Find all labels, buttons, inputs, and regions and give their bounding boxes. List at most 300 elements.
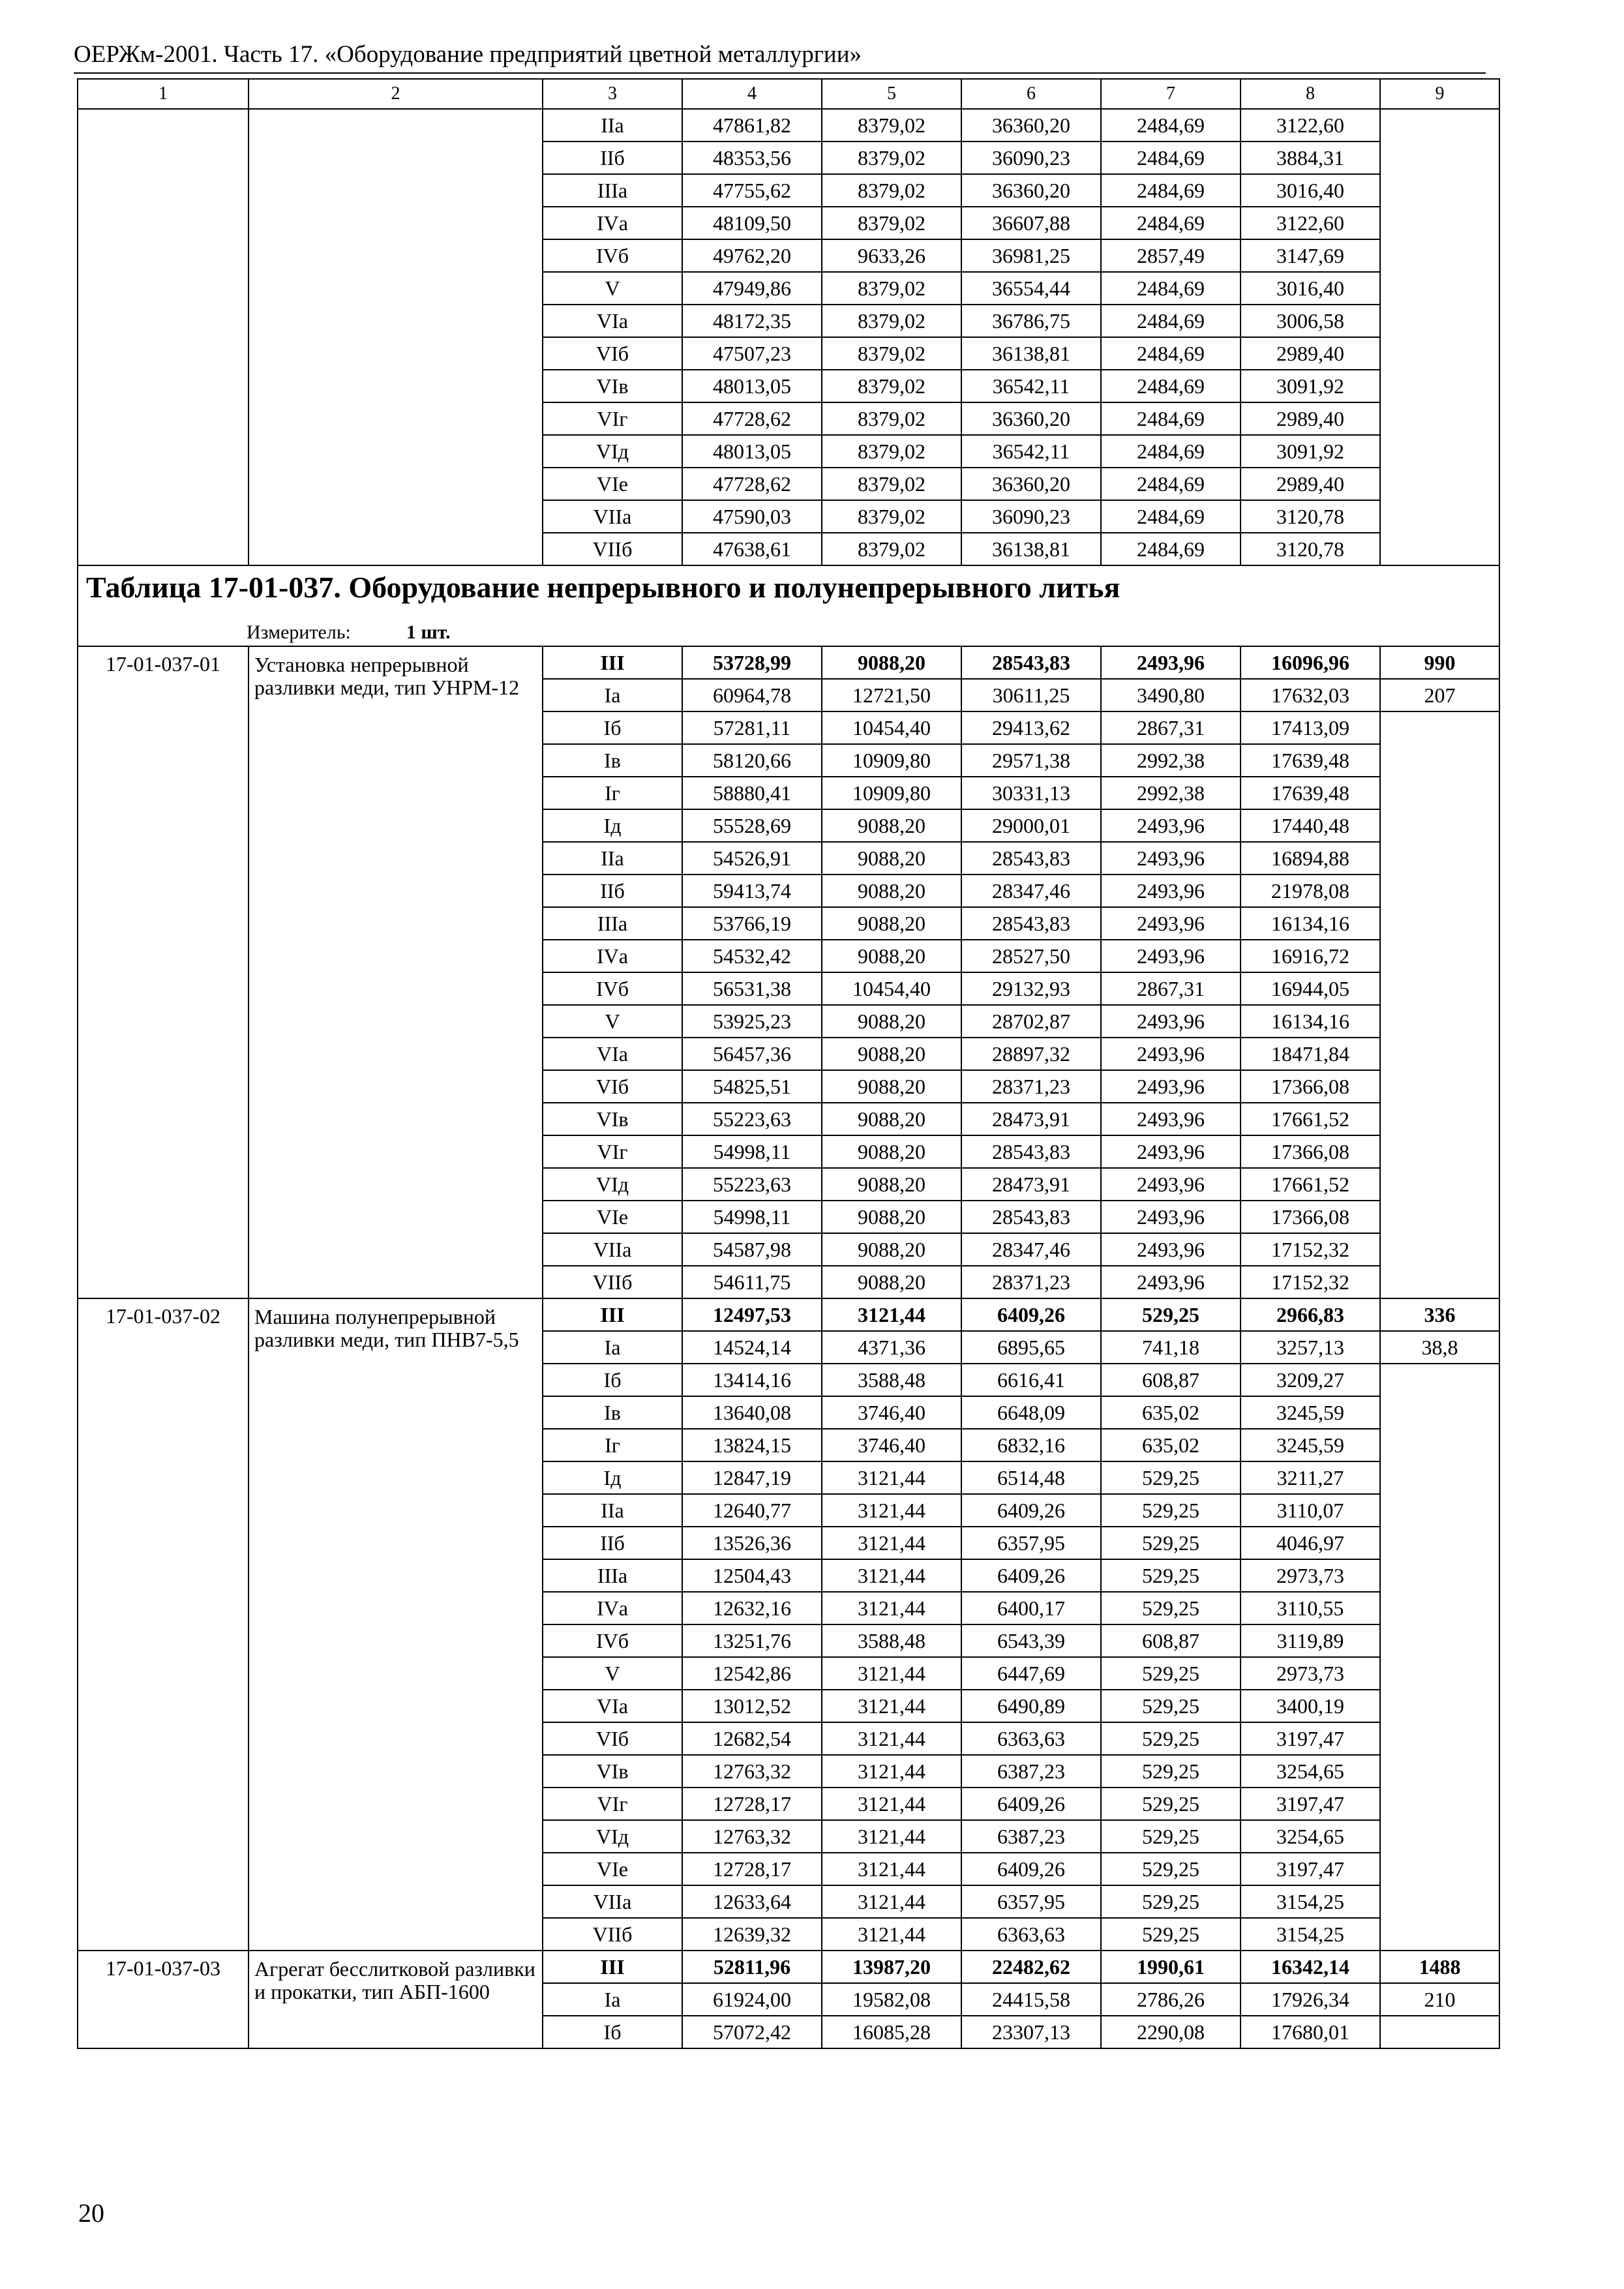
value-cell: 54825,51 xyxy=(682,1070,822,1103)
value-cell: 2973,73 xyxy=(1241,1657,1380,1690)
value-cell: 12728,17 xyxy=(682,1853,822,1885)
value-cell: 36360,20 xyxy=(961,468,1101,500)
value-cell: 2484,69 xyxy=(1101,468,1241,500)
value-cell: 52811,96 xyxy=(682,1951,822,1983)
value-cell: 28543,83 xyxy=(961,907,1101,940)
value-cell: 17440,48 xyxy=(1241,809,1380,842)
value-cell: 49762,20 xyxy=(682,239,822,272)
column-number: 9 xyxy=(1380,79,1499,109)
subtype-cell: Iа xyxy=(543,1331,682,1364)
value-cell: 17366,08 xyxy=(1241,1135,1380,1168)
value-cell: 36360,20 xyxy=(961,402,1101,435)
subtype-cell: IVб xyxy=(543,972,682,1005)
value-cell: 12721,50 xyxy=(822,679,961,711)
column-number: 7 xyxy=(1101,79,1241,109)
value-cell: 13012,52 xyxy=(682,1690,822,1722)
name-cell xyxy=(248,109,543,565)
value-cell: 17366,08 xyxy=(1241,1070,1380,1103)
subtype-cell: IVа xyxy=(543,207,682,239)
value-cell: 8379,02 xyxy=(822,402,961,435)
value-cell: 2989,40 xyxy=(1241,337,1380,370)
value-cell: 13251,76 xyxy=(682,1624,822,1657)
value-cell: 3122,60 xyxy=(1241,109,1380,142)
subtype-cell: Iд xyxy=(543,1461,682,1494)
measure-cell xyxy=(78,619,1499,646)
value-cell: 2493,96 xyxy=(1101,646,1241,679)
value-cell: 17152,32 xyxy=(1241,1233,1380,1266)
value-cell: 3400,19 xyxy=(1241,1690,1380,1722)
value-cell: 48013,05 xyxy=(682,435,822,468)
value-cell: 3121,44 xyxy=(822,1494,961,1527)
value-cell: 28543,83 xyxy=(961,1135,1101,1168)
subtype-cell: VIIб xyxy=(543,1918,682,1951)
value-cell: 29000,01 xyxy=(961,809,1101,842)
value-cell: 6387,23 xyxy=(961,1755,1101,1788)
value-cell: 57281,11 xyxy=(682,711,822,744)
value-cell: 3154,25 xyxy=(1241,1885,1380,1918)
value-cell: 8379,02 xyxy=(822,435,961,468)
value-cell: 2484,69 xyxy=(1101,272,1241,305)
value-cell: 529,25 xyxy=(1101,1885,1241,1918)
value-cell: 529,25 xyxy=(1101,1527,1241,1559)
page-number: 20 xyxy=(78,2198,104,2228)
subtype-cell: VIе xyxy=(543,1853,682,1885)
value-cell: 12633,64 xyxy=(682,1885,822,1918)
value-cell: 3120,78 xyxy=(1241,533,1380,565)
subtype-cell: VIб xyxy=(543,1722,682,1755)
value-cell: 54526,91 xyxy=(682,842,822,875)
value-cell: 529,25 xyxy=(1101,1461,1241,1494)
subtype-cell: VIIб xyxy=(543,533,682,565)
page-header: ОЕРЖм-2001. Часть 17. «Оборудование предприятий цветной металлургии» xyxy=(74,41,862,68)
value-cell: 529,25 xyxy=(1101,1853,1241,1885)
code-cell: 17-01-037-01 xyxy=(78,646,248,1298)
value-cell: 17366,08 xyxy=(1241,1201,1380,1233)
code-cell: 17-01-037-03 xyxy=(78,1951,248,2048)
value-cell: 9088,20 xyxy=(822,1005,961,1038)
subtype-cell: Iв xyxy=(543,1396,682,1429)
subtype-cell: IIа xyxy=(543,109,682,142)
section-title: Таблица 17-01-037. Оборудование непрерывного и полунепрерывного литья xyxy=(78,565,1499,619)
subtype-cell: VIд xyxy=(543,1820,682,1853)
value-cell: 48353,56 xyxy=(682,142,822,174)
value-cell: 47507,23 xyxy=(682,337,822,370)
subtype-cell: IIб xyxy=(543,1527,682,1559)
value-cell: 56457,36 xyxy=(682,1038,822,1070)
name-cell: Агрегат бесслитковой разливки и прокатки, тип АБП-1600 xyxy=(248,1951,543,2048)
value-cell: 6357,95 xyxy=(961,1527,1101,1559)
value-cell: 57072,42 xyxy=(682,2016,822,2048)
value-cell: 3121,44 xyxy=(822,1592,961,1624)
value-cell: 3588,48 xyxy=(822,1624,961,1657)
value-cell: 9088,20 xyxy=(822,907,961,940)
name-cell: Машина полунепрерывной разливки меди, тип ПНВ7-5,5 xyxy=(248,1298,543,1951)
subtype-cell: IIIа xyxy=(543,1559,682,1592)
value-cell: 529,25 xyxy=(1101,1820,1241,1853)
value-cell: 8379,02 xyxy=(822,207,961,239)
value-cell: 3245,59 xyxy=(1241,1396,1380,1429)
value-cell: 56531,38 xyxy=(682,972,822,1005)
value-cell: 17680,01 xyxy=(1241,2016,1380,2048)
value-cell: 2484,69 xyxy=(1101,533,1241,565)
subtype-cell: VIIа xyxy=(543,1233,682,1266)
value-cell: 13526,36 xyxy=(682,1527,822,1559)
value-cell: 3254,65 xyxy=(1241,1820,1380,1853)
subtype-cell: VIд xyxy=(543,1168,682,1201)
value-cell: 36981,25 xyxy=(961,239,1101,272)
value-cell: 6363,63 xyxy=(961,1918,1101,1951)
value-cell: 36138,81 xyxy=(961,337,1101,370)
value-cell: 28527,50 xyxy=(961,940,1101,972)
value-cell: 3091,92 xyxy=(1241,435,1380,468)
col9-cell: 207 xyxy=(1380,679,1499,711)
value-cell: 3091,92 xyxy=(1241,370,1380,402)
value-cell: 9633,26 xyxy=(822,239,961,272)
value-cell: 6409,26 xyxy=(961,1494,1101,1527)
value-cell: 6363,63 xyxy=(961,1722,1101,1755)
value-cell: 16944,05 xyxy=(1241,972,1380,1005)
value-cell: 29413,62 xyxy=(961,711,1101,744)
value-cell: 4046,97 xyxy=(1241,1527,1380,1559)
value-cell: 2493,96 xyxy=(1101,1038,1241,1070)
value-cell: 2992,38 xyxy=(1101,777,1241,809)
value-cell: 3884,31 xyxy=(1241,142,1380,174)
value-cell: 2484,69 xyxy=(1101,207,1241,239)
value-cell: 529,25 xyxy=(1101,1298,1241,1331)
value-cell: 60964,78 xyxy=(682,679,822,711)
value-cell: 3121,44 xyxy=(822,1820,961,1853)
value-cell: 529,25 xyxy=(1101,1918,1241,1951)
table-row xyxy=(78,109,1499,142)
value-cell: 28347,46 xyxy=(961,875,1101,907)
value-cell: 47949,86 xyxy=(682,272,822,305)
value-cell: 3016,40 xyxy=(1241,272,1380,305)
value-cell: 8379,02 xyxy=(822,468,961,500)
value-cell: 2484,69 xyxy=(1101,174,1241,207)
value-cell: 54532,42 xyxy=(682,940,822,972)
value-cell: 608,87 xyxy=(1101,1364,1241,1396)
subtype-cell: V xyxy=(543,1005,682,1038)
col9-cell xyxy=(1380,109,1499,565)
subtype-cell: VIв xyxy=(543,370,682,402)
value-cell: 3121,44 xyxy=(822,1755,961,1788)
value-cell: 2973,73 xyxy=(1241,1559,1380,1592)
column-number: 2 xyxy=(248,79,543,109)
value-cell: 4371,36 xyxy=(822,1331,961,1364)
subtype-cell: VIIа xyxy=(543,1885,682,1918)
value-cell: 17632,03 xyxy=(1241,679,1380,711)
value-cell: 2484,69 xyxy=(1101,305,1241,337)
value-cell: 13824,15 xyxy=(682,1429,822,1461)
value-cell: 16342,14 xyxy=(1241,1951,1380,1983)
value-cell: 9088,20 xyxy=(822,842,961,875)
value-cell: 19582,08 xyxy=(822,1983,961,2016)
col9-cell: 1488 xyxy=(1380,1951,1499,1983)
value-cell: 6357,95 xyxy=(961,1885,1101,1918)
value-cell: 2484,69 xyxy=(1101,500,1241,533)
value-cell: 16085,28 xyxy=(822,2016,961,2048)
value-cell: 3121,44 xyxy=(822,1885,961,1918)
value-cell: 36138,81 xyxy=(961,533,1101,565)
value-cell: 36554,44 xyxy=(961,272,1101,305)
subtype-cell: VIг xyxy=(543,1788,682,1820)
price-table xyxy=(77,78,1500,2049)
subtype-cell: VIб xyxy=(543,337,682,370)
value-cell: 36542,11 xyxy=(961,435,1101,468)
value-cell: 54998,11 xyxy=(682,1135,822,1168)
value-cell: 9088,20 xyxy=(822,1168,961,1201)
value-cell: 16096,96 xyxy=(1241,646,1380,679)
value-cell: 3121,44 xyxy=(822,1788,961,1820)
value-cell: 529,25 xyxy=(1101,1755,1241,1788)
value-cell: 2966,83 xyxy=(1241,1298,1380,1331)
value-cell: 17926,34 xyxy=(1241,1983,1380,2016)
value-cell: 28543,83 xyxy=(961,646,1101,679)
value-cell: 3121,44 xyxy=(822,1853,961,1885)
subtype-cell: V xyxy=(543,1657,682,1690)
value-cell: 2493,96 xyxy=(1101,1168,1241,1201)
value-cell: 608,87 xyxy=(1101,1624,1241,1657)
subtype-cell: VIа xyxy=(543,305,682,337)
value-cell: 53728,99 xyxy=(682,646,822,679)
value-cell: 12682,54 xyxy=(682,1722,822,1755)
subtype-cell: IVа xyxy=(543,1592,682,1624)
code-cell: 17-01-037-02 xyxy=(78,1298,248,1951)
value-cell: 47638,61 xyxy=(682,533,822,565)
table-body xyxy=(78,79,1499,2048)
subtype-cell: Iа xyxy=(543,679,682,711)
value-cell: 9088,20 xyxy=(822,646,961,679)
subtype-cell: VIб xyxy=(543,1070,682,1103)
value-cell: 8379,02 xyxy=(822,500,961,533)
value-cell: 2484,69 xyxy=(1101,337,1241,370)
value-cell: 16134,16 xyxy=(1241,907,1380,940)
value-cell: 13987,20 xyxy=(822,1951,961,1983)
subtype-cell: III xyxy=(543,646,682,679)
value-cell: 12763,32 xyxy=(682,1755,822,1788)
value-cell: 3254,65 xyxy=(1241,1755,1380,1788)
subtype-cell: VIг xyxy=(543,1135,682,1168)
value-cell: 3154,25 xyxy=(1241,1918,1380,1951)
subtype-cell: Iб xyxy=(543,2016,682,2048)
value-cell: 28473,91 xyxy=(961,1103,1101,1135)
column-number: 1 xyxy=(78,79,248,109)
col9-cell: 38,8 xyxy=(1380,1331,1499,1364)
value-cell: 12640,77 xyxy=(682,1494,822,1527)
value-cell: 3490,80 xyxy=(1101,679,1241,711)
value-cell: 3121,44 xyxy=(822,1298,961,1331)
value-cell: 6409,26 xyxy=(961,1298,1101,1331)
value-cell: 8379,02 xyxy=(822,174,961,207)
measure-label: Измеритель: xyxy=(247,621,351,643)
subtype-cell: Iб xyxy=(543,711,682,744)
value-cell: 6895,65 xyxy=(961,1331,1101,1364)
value-cell: 13414,16 xyxy=(682,1364,822,1396)
value-cell: 9088,20 xyxy=(822,1266,961,1298)
subtype-cell: VIе xyxy=(543,468,682,500)
col9-cell: 990 xyxy=(1380,646,1499,679)
value-cell: 529,25 xyxy=(1101,1494,1241,1527)
value-cell: 47861,82 xyxy=(682,109,822,142)
value-cell: 58120,66 xyxy=(682,744,822,777)
value-cell: 28543,83 xyxy=(961,842,1101,875)
value-cell: 36360,20 xyxy=(961,174,1101,207)
value-cell: 3197,47 xyxy=(1241,1853,1380,1885)
value-cell: 3121,44 xyxy=(822,1918,961,1951)
value-cell: 36090,23 xyxy=(961,500,1101,533)
value-cell: 2290,08 xyxy=(1101,2016,1241,2048)
value-cell: 3209,27 xyxy=(1241,1364,1380,1396)
table-row xyxy=(78,1951,1499,1983)
value-cell: 8379,02 xyxy=(822,109,961,142)
value-cell: 61924,00 xyxy=(682,1983,822,2016)
value-cell: 6409,26 xyxy=(961,1788,1101,1820)
subtype-cell: V xyxy=(543,272,682,305)
value-cell: 18471,84 xyxy=(1241,1038,1380,1070)
value-cell: 6543,39 xyxy=(961,1624,1101,1657)
value-cell: 3197,47 xyxy=(1241,1788,1380,1820)
value-cell: 2493,96 xyxy=(1101,1233,1241,1266)
column-number: 4 xyxy=(682,79,822,109)
subtype-cell: IIIа xyxy=(543,907,682,940)
value-cell: 59413,74 xyxy=(682,875,822,907)
value-cell: 16134,16 xyxy=(1241,1005,1380,1038)
value-cell: 9088,20 xyxy=(822,1233,961,1266)
col9-cell xyxy=(1380,2016,1499,2048)
value-cell: 2857,49 xyxy=(1101,239,1241,272)
value-cell: 2493,96 xyxy=(1101,1266,1241,1298)
value-cell: 2484,69 xyxy=(1101,109,1241,142)
value-cell: 8379,02 xyxy=(822,533,961,565)
col9-cell xyxy=(1380,711,1499,1298)
value-cell: 10454,40 xyxy=(822,972,961,1005)
measure-row xyxy=(78,619,1499,646)
subtype-cell: VIIб xyxy=(543,1266,682,1298)
value-cell: 8379,02 xyxy=(822,370,961,402)
value-cell: 529,25 xyxy=(1101,1559,1241,1592)
subtype-cell: VIа xyxy=(543,1690,682,1722)
value-cell: 9088,20 xyxy=(822,1103,961,1135)
value-cell: 36786,75 xyxy=(961,305,1101,337)
value-cell: 2493,96 xyxy=(1101,1070,1241,1103)
value-cell: 9088,20 xyxy=(822,1038,961,1070)
value-cell: 28371,23 xyxy=(961,1070,1101,1103)
value-cell: 8379,02 xyxy=(822,272,961,305)
value-cell: 17152,32 xyxy=(1241,1266,1380,1298)
value-cell: 2989,40 xyxy=(1241,402,1380,435)
value-cell: 3257,13 xyxy=(1241,1331,1380,1364)
value-cell: 12639,32 xyxy=(682,1918,822,1951)
subtype-cell: VIв xyxy=(543,1755,682,1788)
value-cell: 9088,20 xyxy=(822,1070,961,1103)
column-number: 8 xyxy=(1241,79,1380,109)
subtype-cell: IVб xyxy=(543,1624,682,1657)
value-cell: 3147,69 xyxy=(1241,239,1380,272)
value-cell: 58880,41 xyxy=(682,777,822,809)
column-number: 5 xyxy=(822,79,961,109)
value-cell: 3121,44 xyxy=(822,1559,961,1592)
value-cell: 3588,48 xyxy=(822,1364,961,1396)
value-cell: 28897,32 xyxy=(961,1038,1101,1070)
subtype-cell: IIб xyxy=(543,142,682,174)
value-cell: 6648,09 xyxy=(961,1396,1101,1429)
value-cell: 36542,11 xyxy=(961,370,1101,402)
value-cell: 3245,59 xyxy=(1241,1429,1380,1461)
value-cell: 17661,52 xyxy=(1241,1168,1380,1201)
value-cell: 16894,88 xyxy=(1241,842,1380,875)
value-cell: 12497,53 xyxy=(682,1298,822,1331)
value-cell: 635,02 xyxy=(1101,1429,1241,1461)
value-cell: 6400,17 xyxy=(961,1592,1101,1624)
value-cell: 17661,52 xyxy=(1241,1103,1380,1135)
subtype-cell: III xyxy=(543,1298,682,1331)
value-cell: 6409,26 xyxy=(961,1559,1101,1592)
value-cell: 3121,44 xyxy=(822,1657,961,1690)
section-title-row xyxy=(78,565,1499,619)
value-cell: 28543,83 xyxy=(961,1201,1101,1233)
value-cell: 635,02 xyxy=(1101,1396,1241,1429)
subtype-cell: III xyxy=(543,1951,682,1983)
value-cell: 24415,58 xyxy=(961,1983,1101,2016)
subtype-cell: Iв xyxy=(543,744,682,777)
column-number: 3 xyxy=(543,79,682,109)
value-cell: 3121,44 xyxy=(822,1690,961,1722)
subtype-cell: Iб xyxy=(543,1364,682,1396)
subtype-cell: VIа xyxy=(543,1038,682,1070)
value-cell: 10909,80 xyxy=(822,777,961,809)
value-cell: 2493,96 xyxy=(1101,1201,1241,1233)
value-cell: 3211,27 xyxy=(1241,1461,1380,1494)
subtype-cell: Iг xyxy=(543,1429,682,1461)
subtype-cell: IIа xyxy=(543,842,682,875)
value-cell: 529,25 xyxy=(1101,1722,1241,1755)
value-cell: 28347,46 xyxy=(961,1233,1101,1266)
value-cell: 3120,78 xyxy=(1241,500,1380,533)
value-cell: 21978,08 xyxy=(1241,875,1380,907)
name-cell: Установка непрерывной разливки меди, тип УНРМ-12 xyxy=(248,646,543,1298)
value-cell: 3746,40 xyxy=(822,1396,961,1429)
value-cell: 2989,40 xyxy=(1241,468,1380,500)
value-cell: 36607,88 xyxy=(961,207,1101,239)
value-cell: 2867,31 xyxy=(1101,711,1241,744)
value-cell: 529,25 xyxy=(1101,1788,1241,1820)
table-row xyxy=(78,646,1499,679)
value-cell: 12632,16 xyxy=(682,1592,822,1624)
subtype-cell: Iд xyxy=(543,809,682,842)
value-cell: 2484,69 xyxy=(1101,370,1241,402)
value-cell: 29571,38 xyxy=(961,744,1101,777)
value-cell: 36360,20 xyxy=(961,109,1101,142)
value-cell: 54587,98 xyxy=(682,1233,822,1266)
value-cell: 23307,13 xyxy=(961,2016,1101,2048)
value-cell: 9088,20 xyxy=(822,809,961,842)
value-cell: 3121,44 xyxy=(822,1461,961,1494)
value-cell: 29132,93 xyxy=(961,972,1101,1005)
value-cell: 6490,89 xyxy=(961,1690,1101,1722)
value-cell: 30331,13 xyxy=(961,777,1101,809)
value-cell: 6409,26 xyxy=(961,1853,1101,1885)
subtype-cell: VIIа xyxy=(543,500,682,533)
value-cell: 2484,69 xyxy=(1101,402,1241,435)
value-cell: 17413,09 xyxy=(1241,711,1380,744)
header-rule xyxy=(74,72,1486,74)
value-cell: 47728,62 xyxy=(682,468,822,500)
value-cell: 9088,20 xyxy=(822,1201,961,1233)
value-cell: 2493,96 xyxy=(1101,907,1241,940)
value-cell: 55528,69 xyxy=(682,809,822,842)
value-cell: 10909,80 xyxy=(822,744,961,777)
value-cell: 12728,17 xyxy=(682,1788,822,1820)
